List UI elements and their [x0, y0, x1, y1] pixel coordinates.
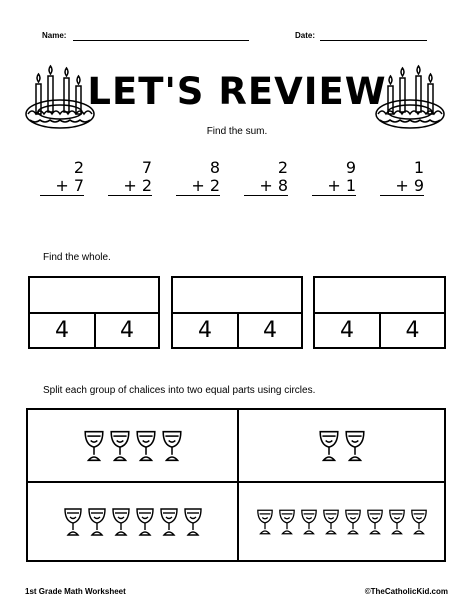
chalice-icon [344, 508, 362, 536]
addend-bottom: + 2 [108, 177, 152, 196]
addition-problem [244, 159, 288, 196]
date-label: Date: [295, 31, 316, 40]
chalice-group[interactable] [239, 483, 444, 560]
chalice-icon [366, 508, 384, 536]
addend-bottom: + 7 [40, 177, 84, 196]
addend-bottom: + 2 [176, 177, 220, 196]
addition-problem [176, 159, 220, 196]
part-right: 4 [379, 312, 446, 349]
addend-top: 2 [73, 158, 84, 177]
addend-top: 2 [277, 158, 288, 177]
whole-instruction: Find the whole. [43, 252, 111, 263]
page-title: LET'S REVIEW [87, 70, 387, 113]
chalice-instruction: Split each group of chalices into two equal parts using circles. [43, 385, 316, 396]
addition-problem [312, 159, 356, 196]
part-right: 4 [94, 312, 160, 349]
chalice-icon [318, 429, 340, 463]
addend-bottom: + 1 [312, 177, 356, 196]
chalice-icon [388, 508, 406, 536]
chalice-icon [256, 508, 274, 536]
part-right: 4 [237, 312, 303, 349]
addend-bottom: + 9 [380, 177, 424, 196]
chalice-group[interactable] [239, 410, 444, 481]
addend-bottom: + 8 [244, 177, 288, 196]
name-label: Name: [42, 31, 67, 40]
chalice-icon [300, 508, 318, 536]
chalice-icon [159, 506, 179, 538]
part-left: 4 [171, 312, 239, 349]
chalice-group[interactable] [28, 483, 237, 560]
chalice-icon [111, 506, 131, 538]
addition-problem [40, 159, 84, 196]
addend-top: 9 [345, 158, 356, 177]
name-field[interactable] [73, 40, 249, 41]
whole-answer-box[interactable] [171, 276, 303, 314]
addition-problem [108, 159, 152, 196]
chalice-icon [278, 508, 296, 536]
chalice-icon [87, 506, 107, 538]
whole-answer-box[interactable] [28, 276, 160, 314]
footer-title: 1st Grade Math Worksheet [25, 587, 126, 596]
chalice-icon [161, 429, 183, 463]
part-whole-box [28, 276, 160, 349]
chalice-icon [109, 429, 131, 463]
part-whole-box [313, 276, 446, 349]
footer-site: ©TheCatholicKid.com [364, 587, 448, 596]
part-whole-box [171, 276, 303, 349]
addend-top: 1 [413, 158, 424, 177]
chalice-icon [322, 508, 340, 536]
chalice-icon [135, 506, 155, 538]
chalice-group[interactable] [28, 410, 237, 481]
part-left: 4 [28, 312, 96, 349]
whole-answer-box[interactable] [313, 276, 446, 314]
chalice-icon [83, 429, 105, 463]
addend-top: 7 [141, 158, 152, 177]
addition-problem [380, 159, 424, 196]
chalice-icon [63, 506, 83, 538]
chalice-grid [26, 408, 446, 562]
addend-top: 8 [209, 158, 220, 177]
date-field[interactable] [320, 40, 427, 41]
part-left: 4 [313, 312, 381, 349]
sum-instruction: Find the sum. [206, 126, 268, 137]
chalice-icon [410, 508, 428, 536]
chalice-icon [344, 429, 366, 463]
chalice-icon [183, 506, 203, 538]
chalice-icon [135, 429, 157, 463]
